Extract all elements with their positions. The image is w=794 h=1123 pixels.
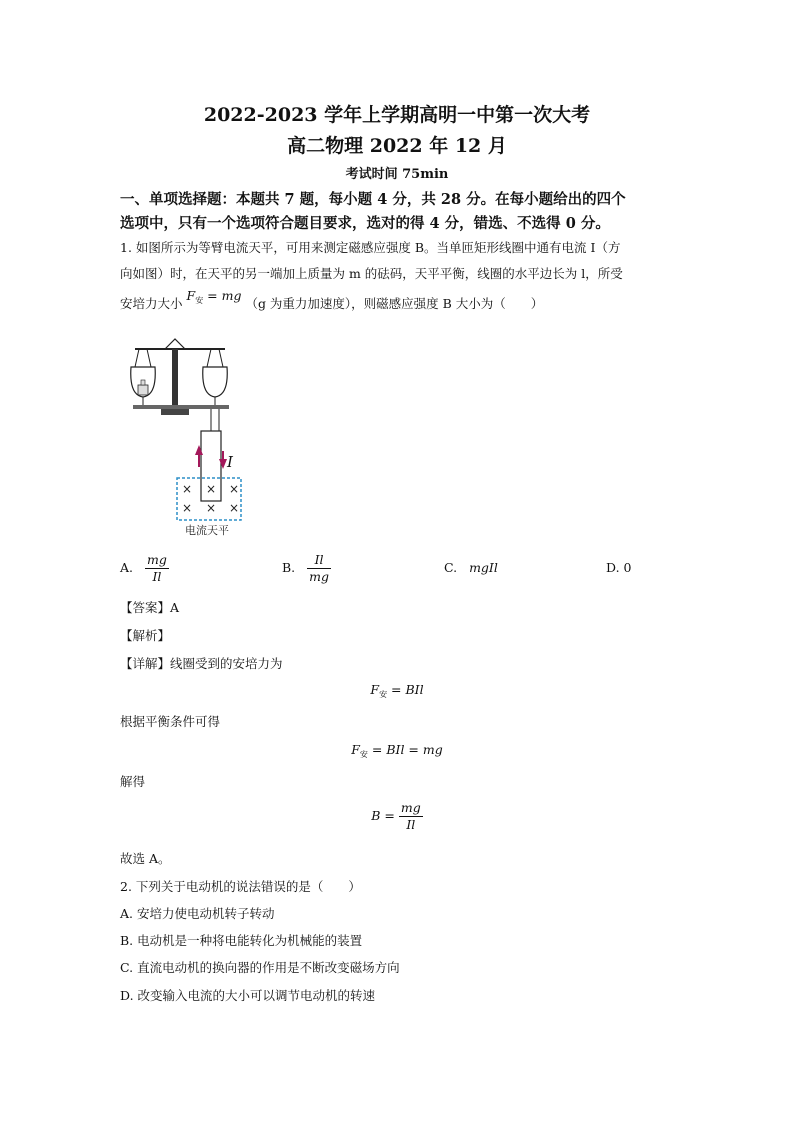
svg-text:×: × (206, 501, 217, 515)
q2-option-c[interactable]: C. 直流电动机的换向器的作用是不断改变磁场方向 (120, 960, 400, 975)
q1-stem-line1: 1. 如图所示为等臂电流天平，可用来测定磁感应强度 B。当单匝矩形线圈中通有电流 I（方 (120, 240, 621, 255)
exam-title: 2022-2023 学年上学期高明一中第一次大考 (203, 104, 591, 126)
q1-stem-line3 (120, 288, 544, 314)
q1-answer: 【答案】A (120, 600, 180, 615)
equation-1: $F_安$ = BIl (370, 682, 424, 699)
svg-text:×: × (206, 482, 217, 496)
q1-solve: 解得 (120, 774, 146, 789)
q1-stem-line2: 向如图）时，在天平的另一端加上质量为 m 的砝码，天平平衡，线圈的水平边长为 l，所受 (120, 266, 623, 281)
svg-text:×: × (229, 501, 240, 515)
q1-detail: 【详解】线圈受到的安培力为 (120, 656, 283, 671)
current-label: I (227, 453, 233, 471)
current-arrow-up (195, 445, 203, 455)
balance-post (172, 349, 178, 407)
option-c-label: C. (444, 560, 458, 575)
q1-option-d[interactable]: D. 0 (606, 560, 632, 575)
equation-3: B = $\frac{mg}{Il}$ (371, 800, 421, 832)
option-c-value: mgIl (469, 560, 498, 575)
q2-option-a[interactable]: A. 安培力使电动机转子转动 (120, 906, 275, 921)
section-heading-line2: 选项中，只有一个选项符合题目要求，选对的得 4 分，错选、不选得 0 分。 (120, 215, 610, 232)
balance-base (161, 409, 189, 415)
q1-option-a[interactable] (120, 552, 169, 585)
exam-time: 考试时间 75min (345, 167, 449, 182)
q2-option-b[interactable]: B. 电动机是一种将电能转化为机械能的装置 (120, 933, 363, 948)
q1-analysis-label: 【解析】 (120, 628, 171, 643)
field-cross-marks (182, 482, 239, 515)
formula-f: F (186, 288, 196, 303)
current-balance-figure (125, 335, 245, 540)
svg-text:×: × (182, 501, 193, 515)
q1-option-b[interactable] (282, 552, 331, 585)
q1-line3-prefix: 安培力大小 (120, 296, 183, 311)
svg-text:×: × (229, 482, 240, 496)
svg-text:×: × (182, 482, 193, 496)
exam-subtitle: 高二物理 2022 年 12 月 (287, 135, 507, 157)
formula-rhs: = mg (203, 288, 242, 303)
q1-balance-condition: 根据平衡条件可得 (120, 714, 221, 729)
section-heading-line1: 一、单项选择题：本题共 7 题，每小题 4 分，共 28 分。在每小题给出的四个 (120, 191, 626, 208)
q1-formula (187, 288, 242, 303)
right-pan (203, 367, 228, 397)
balance-base-bar (133, 405, 229, 409)
formula-sub: 安 (195, 296, 204, 305)
option-b-label: B. (282, 560, 296, 575)
option-a-fraction: $\frac{mg}{Il}$ (147, 552, 167, 584)
figure-caption: 电流天平 (185, 524, 229, 537)
equation-2: $F_安$ = BIl = mg (351, 742, 443, 759)
current-arrow-down (219, 459, 227, 469)
q1-line3-suffix: （g 为重力加速度），则磁感应强度 B 大小为（ ） (245, 296, 544, 311)
q2-stem: 2. 下列关于电动机的说法错误的是（ ） (120, 879, 361, 894)
weight-block (138, 385, 148, 395)
beam-pivot (165, 339, 185, 349)
q2-option-d[interactable]: D. 改变输入电流的大小可以调节电动机的转速 (120, 988, 376, 1003)
option-b-fraction: $\frac{Il}{mg}$ (309, 552, 330, 584)
q1-option-c[interactable] (444, 560, 498, 575)
q1-conclusion: 故选 A。 (120, 851, 171, 866)
option-a-label: A. (120, 560, 134, 575)
